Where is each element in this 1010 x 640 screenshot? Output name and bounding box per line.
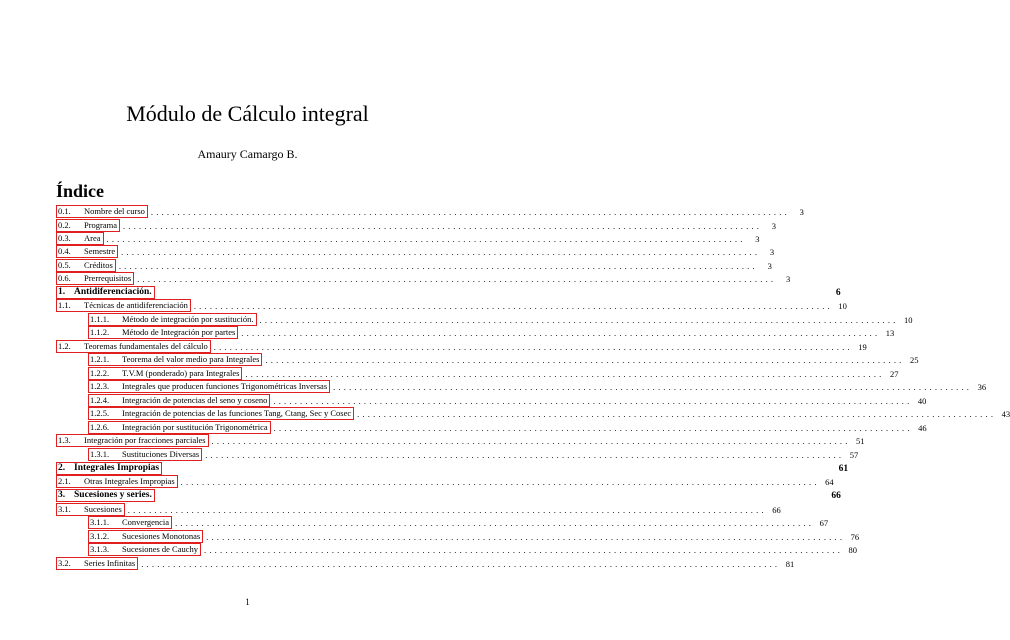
toc-entry-link[interactable]: [88, 407, 354, 420]
toc-page-number[interactable]: 61: [838, 464, 849, 474]
toc-entry-number: 3.1.3.: [90, 544, 110, 554]
toc-entry-number: 0.5.: [58, 260, 71, 270]
toc-row[interactable]: [56, 462, 849, 475]
toc-page-number[interactable]: 10: [904, 315, 913, 325]
toc-entry-title: Método de Integración por partes: [122, 327, 236, 337]
toc-dot-leader: ........................................................................................................................: [213, 342, 853, 352]
toc-entry-link[interactable]: [88, 313, 257, 326]
toc-page-number[interactable]: 3: [769, 247, 775, 257]
toc-entry-link[interactable]: [88, 380, 330, 393]
toc-entry-title: Integrales Impropias: [74, 463, 160, 473]
toc-dot-leader: ........................................................................................................................: [123, 221, 763, 231]
toc-row[interactable]: [56, 516, 829, 529]
toc-entry-number: 1.: [58, 287, 66, 297]
toc-entry-number: 1.3.: [58, 435, 71, 445]
toc-row[interactable]: [56, 530, 860, 543]
toc-row[interactable]: [56, 421, 927, 434]
toc-row[interactable]: [56, 313, 913, 326]
toc-row[interactable]: [56, 475, 834, 488]
toc-entry-link[interactable]: [56, 475, 178, 488]
toc-row[interactable]: [56, 245, 775, 258]
toc-page-number[interactable]: 64: [825, 477, 834, 487]
toc-row[interactable]: [56, 340, 867, 353]
toc-dot-leader: ........................................................................................................................: [273, 396, 913, 406]
toc-row[interactable]: [56, 434, 865, 447]
toc-entry-number: 2.1.: [58, 476, 71, 486]
toc-page-number[interactable]: 81: [785, 559, 795, 569]
toc-row[interactable]: [56, 259, 772, 272]
toc-entry-title: Convergencia: [122, 517, 170, 527]
toc-row[interactable]: [56, 299, 847, 312]
toc-row[interactable]: [56, 557, 795, 570]
page-number: 1: [245, 597, 250, 607]
toc-dot-leader: ........................................................................................................................: [245, 369, 885, 379]
toc-entry-number: 0.4.: [58, 246, 71, 256]
toc-page-number[interactable]: 66: [831, 491, 841, 501]
toc-entry-link[interactable]: [56, 232, 104, 245]
toc-page-number[interactable]: 25: [909, 355, 919, 365]
toc-entry-number: 1.3.1.: [90, 449, 110, 459]
toc-dot-leader: ........................................................................................................................: [106, 234, 746, 244]
toc-entry-title: Antidiferenciación.: [74, 287, 152, 297]
toc-row[interactable]: [56, 353, 919, 366]
toc-entry-number: 1.2.1.: [90, 354, 110, 364]
toc-entry-title: Prerrequisitos: [84, 273, 132, 283]
document-title: Módulo de Cálculo integral: [126, 101, 369, 126]
toc-row[interactable]: [56, 407, 1010, 420]
toc-page-number[interactable]: 3: [799, 207, 804, 217]
toc-entry-link[interactable]: [88, 353, 262, 366]
toc-entry-title: Sucesiones de Cauchy: [122, 544, 199, 554]
toc-entry-title: Teorema del valor medio para Integrales: [122, 354, 260, 364]
toc-page-number[interactable]: 76: [850, 532, 860, 542]
toc-page-number[interactable]: 57: [849, 450, 859, 460]
toc-entry-title: Series Infinitas: [84, 558, 136, 568]
toc-row[interactable]: [56, 219, 777, 232]
toc-entry-number: 3.1.: [58, 504, 71, 514]
toc-entry-title: Sucesiones: [84, 504, 122, 514]
toc-page-number[interactable]: 66: [772, 505, 781, 515]
toc-entry-link[interactable]: [88, 448, 202, 461]
toc-row[interactable]: [56, 272, 791, 285]
toc-entry-number: 1.2.3.: [90, 381, 110, 391]
toc-page-number[interactable]: 51: [856, 436, 865, 446]
toc-dot-leader: ........................................................................................................................: [175, 518, 815, 528]
toc-row[interactable]: [56, 489, 841, 502]
toc-entry-number: 3.1.1.: [90, 517, 110, 527]
toc-page-number[interactable]: 3: [767, 261, 772, 271]
toc-entry-number: 0.6.: [58, 273, 71, 283]
toc-dot-leader: ........................................................................................................................: [180, 477, 820, 487]
toc-entry-title: Nombre del curso: [84, 206, 145, 216]
toc-entry-number: 1.2.: [58, 341, 71, 351]
toc-row[interactable]: [56, 543, 858, 556]
toc-entry-number: 1.1.: [58, 300, 71, 310]
toc-entry-title: T.V.M (ponderado) para Integrales: [122, 368, 240, 378]
toc-entry-title: Integración de potencias de las funciones Tang, Ctang, Sec y Cosec: [122, 408, 352, 418]
toc-page-number[interactable]: 40: [917, 396, 927, 406]
toc-entry-number: 1.2.6.: [90, 422, 110, 432]
toc-entry-title: Integrales que producen funciones Trigonométricas Inversas: [122, 381, 328, 391]
toc-entry-title: Sucesiones y series.: [74, 490, 152, 500]
toc-row[interactable]: [56, 232, 760, 245]
toc-entry-title: Otras Integrales Impropias: [84, 476, 175, 486]
toc-dot-leader: ........................................................................................................................: [193, 301, 833, 311]
toc-entry-title: Sustituciones Diversas: [122, 449, 200, 459]
toc-entry-link[interactable]: [56, 489, 155, 502]
toc-dot-leader: ........................................................................................................................: [265, 355, 905, 365]
toc-entry-link[interactable]: [56, 286, 155, 299]
toc-row[interactable]: [56, 380, 987, 393]
toc-entry-title: Método de integración por sustitución.: [122, 314, 254, 324]
toc-entry-title: Sucesiones Monotonas: [122, 531, 201, 541]
toc-page-number[interactable]: 27: [889, 369, 899, 379]
toc-entry-link[interactable]: [88, 516, 172, 529]
toc-entry-title: Integración de potencias del seno y coseno: [122, 395, 268, 405]
toc-dot-leader: ........................................................................................................................: [137, 274, 777, 284]
toc-entry-number: 1.2.4.: [90, 395, 110, 405]
toc-page-number[interactable]: 10: [838, 301, 847, 311]
toc-dot-leader: ........................................................................................................................: [150, 207, 790, 217]
toc-entry-link[interactable]: [56, 503, 125, 516]
toc-entry-number: 2.: [58, 463, 66, 473]
toc-dot-leader: ........................................................................................................................: [127, 505, 767, 515]
toc-entry-link[interactable]: [88, 326, 238, 339]
toc-entry-number: 3.1.2.: [90, 531, 110, 541]
toc-dot-leader: ........................................................................................................................: [273, 423, 913, 433]
toc-row[interactable]: [56, 326, 895, 339]
toc-dot-leader: ........................................................................................................................: [211, 436, 851, 446]
document-author: Amaury Camargo B.: [197, 147, 298, 161]
toc-entry-title: Teoremas fundamentales del cálculo: [84, 341, 208, 351]
toc-page-number[interactable]: 43: [1001, 409, 1010, 419]
toc-entry-link[interactable]: [56, 462, 162, 475]
toc-dot-leader: ........................................................................................................................: [121, 247, 761, 257]
toc-entry-number: 0.2.: [58, 220, 71, 230]
toc-dot-leader: ........................................................................................................................: [333, 382, 973, 392]
toc-entry-title: Semestre: [84, 246, 116, 256]
toc-page-number[interactable]: 3: [785, 274, 791, 284]
toc-entry-number: 3.: [58, 490, 66, 500]
toc-row[interactable]: [56, 367, 899, 380]
toc-dot-leader: ........................................................................................................................: [357, 409, 997, 419]
toc-entry-title: Integración por sustitución Trigonométrica: [122, 422, 268, 432]
toc-page-number[interactable]: 6: [835, 288, 841, 298]
toc-entry-number: 0.3.: [58, 233, 71, 243]
toc-entry-link[interactable]: [56, 299, 191, 312]
toc-entry-link[interactable]: [88, 394, 270, 407]
toc-page-number[interactable]: 46: [918, 423, 927, 433]
toc-page-number[interactable]: 3: [755, 234, 760, 244]
toc-entry-link[interactable]: [88, 543, 201, 556]
toc-entry-number: 1.2.2.: [90, 368, 110, 378]
toc-page-number[interactable]: 13: [885, 328, 895, 338]
toc-entry-link[interactable]: [88, 530, 203, 543]
toc-entry-link[interactable]: [88, 367, 242, 380]
toc-entry-link[interactable]: [88, 421, 271, 434]
toc-page-number[interactable]: 19: [858, 342, 867, 352]
toc-row[interactable]: [56, 448, 859, 461]
toc-dot-leader: ........................................................................................................................: [204, 545, 844, 555]
toc-entry-number: 1.2.5.: [90, 408, 110, 418]
toc-dot-leader: ........................................................................................................................: [205, 450, 845, 460]
toc-entry-number: 1.1.1.: [90, 314, 110, 324]
toc-row[interactable]: [56, 503, 781, 516]
toc-heading: Índice: [56, 181, 105, 201]
toc-entry-link[interactable]: [56, 259, 116, 272]
toc-entry-link[interactable]: [56, 219, 120, 232]
toc-entry-title: Programa: [84, 220, 118, 230]
toc-entry-link[interactable]: [56, 205, 148, 218]
toc-page-number[interactable]: 36: [977, 382, 987, 392]
toc-entry-link[interactable]: [56, 245, 118, 258]
toc-dot-leader: ........................................................................................................................: [206, 532, 846, 542]
toc-page-number[interactable]: 80: [848, 545, 858, 555]
toc-entry-link[interactable]: [56, 557, 138, 570]
toc-entry-title: Integración por fracciones parciales: [84, 435, 206, 445]
toc-page-number[interactable]: 3: [771, 221, 777, 231]
toc-dot-leader: ........................................................................................................................: [259, 315, 899, 325]
toc-entry-number: 3.2.: [58, 558, 71, 568]
toc-dot-leader: ........................................................................................................................: [118, 261, 758, 271]
toc-entry-link[interactable]: [56, 272, 134, 285]
toc-entry-title: Area: [84, 233, 101, 243]
toc-page-number[interactable]: 67: [819, 518, 829, 528]
toc-dot-leader: ........................................................................................................................: [241, 328, 881, 338]
toc-row[interactable]: [56, 205, 804, 218]
toc-dot-leader: ........................................................................................................................: [141, 559, 781, 569]
toc-entry-title: Créditos: [84, 260, 113, 270]
toc-entry-number: 0.1.: [58, 206, 71, 216]
toc-entry-link[interactable]: [56, 434, 209, 447]
toc-row[interactable]: [56, 286, 841, 299]
toc-entry-link[interactable]: [56, 340, 211, 353]
toc-entry-number: 1.1.2.: [90, 327, 110, 337]
toc-entry-title: Técnicas de antidiferenciación: [84, 300, 188, 310]
toc-row[interactable]: [56, 394, 927, 407]
